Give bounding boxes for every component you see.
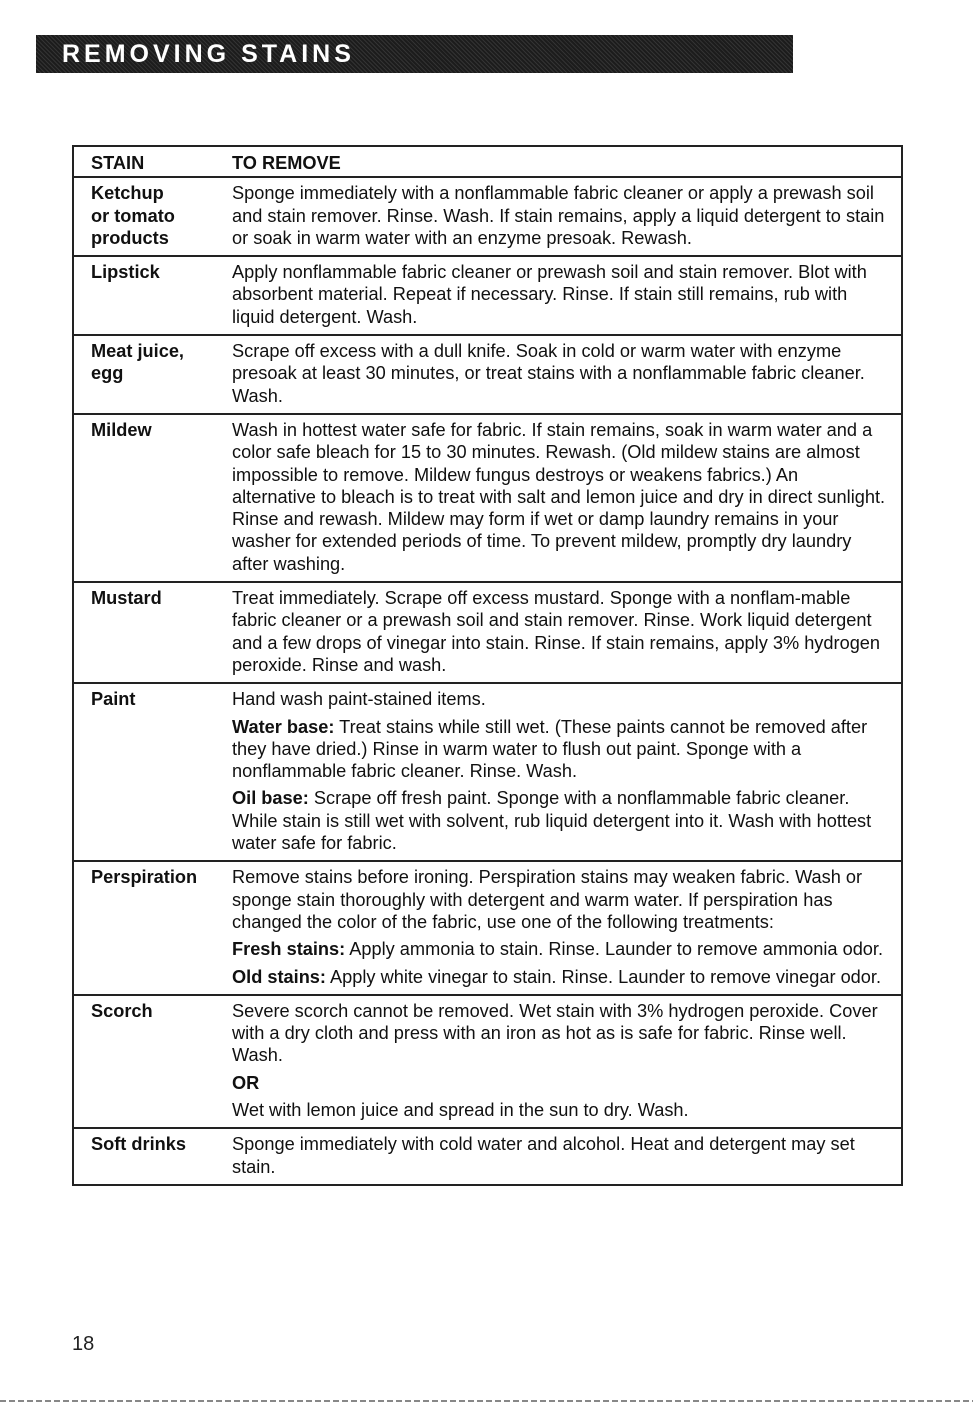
instruction-paragraph	[232, 261, 887, 328]
instruction-paragraph	[232, 787, 887, 854]
removal-instructions-cell	[232, 683, 902, 861]
table-header-row	[73, 146, 902, 177]
table-row	[73, 177, 902, 256]
instruction-text: Treat stains while still wet. (These paints cannot be removed after they have dried.) Rinse in warm water to flush out paint. Sponge with a nonflammable fabric cleaner. Rinse. Wash.	[232, 716, 868, 782]
instruction-paragraph	[232, 688, 887, 710]
table-body	[73, 177, 902, 1185]
table-row	[73, 582, 902, 683]
instruction-paragraph	[232, 966, 887, 988]
page-number: 18	[72, 1333, 95, 1355]
stain-name: Mildew	[91, 419, 152, 440]
instruction-text: Remove stains before ironing. Perspiration stains may weaken fabric. Wash or sponge stain thoroughly with detergent and warm water. If perspiration has changed the color of the fabric, use one of the following treatments:	[232, 867, 863, 932]
instruction-text: Severe scorch cannot be removed. Wet stain with 3% hydrogen peroxide. Cover with a dry cloth and press with an iron as hot as is safe for fabric. Rinse well. Wash.	[232, 1000, 878, 1066]
table-row	[73, 335, 902, 414]
stain-name: Paint	[91, 689, 136, 710]
instruction-text: Sponge immediately with a nonflammable fabric cleaner or apply a prewash soil and stain remover. Rinse. Wash. If stain remains, apply a liquid detergent to stain or soak in warm water with an enzyme presoak. Rewash.	[232, 183, 885, 248]
stain-name: Meat juice, egg	[91, 341, 184, 384]
stain-cell	[73, 683, 232, 861]
instruction-text: Sponge immediately with cold water and alcohol. Heat and detergent may set stain.	[232, 1134, 855, 1177]
column-header-to-remove: TO REMOVE	[232, 146, 902, 177]
instruction-paragraph	[232, 716, 887, 783]
table-row	[73, 683, 902, 861]
instruction-label: Fresh stains:	[232, 939, 346, 960]
table-row	[73, 256, 902, 335]
instruction-text: Hand wash paint-stained items.	[232, 689, 486, 710]
bottom-rule	[0, 1400, 973, 1402]
instruction-text: Apply ammonia to stain. Rinse. Launder to remove ammonia odor.	[345, 939, 884, 960]
stain-cell	[73, 177, 232, 256]
column-header-stain: STAIN	[73, 146, 232, 177]
stain-name: Ketchup or tomato products	[91, 183, 175, 248]
stain-cell	[73, 861, 232, 994]
table-row	[73, 995, 902, 1128]
instruction-paragraph	[232, 419, 887, 575]
stain-cell	[73, 335, 232, 414]
removal-instructions-cell	[232, 995, 902, 1128]
instruction-paragraph	[232, 1099, 887, 1121]
instruction-paragraph	[232, 340, 887, 407]
stain-removal-table	[72, 145, 903, 1186]
table-row	[73, 1128, 902, 1185]
stain-name: Scorch	[91, 1000, 153, 1021]
instruction-text: Apply nonflammable fabric cleaner or prewash soil and stain remover. Blot with absorbent material. Repeat if necessary. Rinse. If stain still remains, rub with liquid detergent. Wash.	[232, 262, 867, 327]
instruction-text: Treat immediately. Scrape off excess mustard. Sponge with a nonflam-mable fabric cleaner or a prewash soil and stain remover. Rinse. Work liquid detergent and a few drops of vinegar into stain. Rinse. If stain remains, apply 3% hydrogen peroxide. Rinse and wash.	[232, 588, 881, 675]
removal-instructions-cell	[232, 335, 902, 414]
instruction-label: Oil base:	[232, 788, 309, 809]
stain-name: Perspiration	[91, 867, 198, 888]
page-title: REMOVING STAINS	[62, 40, 355, 68]
instruction-paragraph	[232, 1072, 887, 1094]
table-row	[73, 414, 902, 582]
instruction-text: Apply white vinegar to stain. Rinse. Launder to remove vinegar odor.	[325, 966, 882, 987]
instruction-label: OR	[232, 1072, 260, 1093]
stain-cell	[73, 582, 232, 683]
instruction-text: Wash in hottest water safe for fabric. If stain remains, soak in warm water and a color safe bleach for 15 to 30 minutes. Rewash. (Old mildew stains are almost impossible to remove. Mildew fungus destroys or weakens fabrics.) An alternative to bleach is to treat with salt and lemon juice and dry in direct sunlight. Rinse and rewash. Mildew may form if wet or damp laundry remains in your washer for extended periods of time. To prevent mildew, promptly dry laundry after washing.	[232, 419, 886, 574]
instruction-label: Water base:	[232, 716, 335, 737]
instruction-paragraph	[232, 587, 887, 676]
instruction-paragraph	[232, 938, 887, 960]
instruction-paragraph	[232, 866, 887, 933]
instruction-paragraph	[232, 182, 887, 249]
stain-name: Lipstick	[91, 262, 160, 283]
stain-name: Mustard	[91, 588, 162, 609]
instruction-label: Old stains:	[232, 966, 326, 987]
table-row	[73, 861, 902, 994]
section-banner	[36, 35, 793, 73]
removal-instructions-cell	[232, 582, 902, 683]
instruction-text: Scrape off excess with a dull knife. Soak in cold or warm water with enzyme presoak at least 30 minutes, or treat stains with a nonflammable fabric cleaner. Wash.	[232, 341, 865, 406]
instruction-text: Scrape off fresh paint. Sponge with a nonflammable fabric cleaner. While stain is still wet with solvent, rub liquid detergent into it. Wash with hottest water safe for fabric.	[232, 788, 872, 854]
removal-instructions-cell	[232, 414, 902, 582]
stain-cell	[73, 995, 232, 1128]
instruction-paragraph	[232, 1000, 887, 1067]
removal-instructions-cell	[232, 256, 902, 335]
removal-instructions-cell	[232, 1128, 902, 1185]
stain-cell	[73, 256, 232, 335]
instruction-paragraph	[232, 1133, 887, 1178]
instruction-text: Wet with lemon juice and spread in the sun to dry. Wash.	[232, 1099, 689, 1120]
stain-cell	[73, 414, 232, 582]
removal-instructions-cell	[232, 861, 902, 994]
removal-instructions-cell	[232, 177, 902, 256]
stain-cell	[73, 1128, 232, 1185]
stain-name: Soft drinks	[91, 1134, 186, 1155]
